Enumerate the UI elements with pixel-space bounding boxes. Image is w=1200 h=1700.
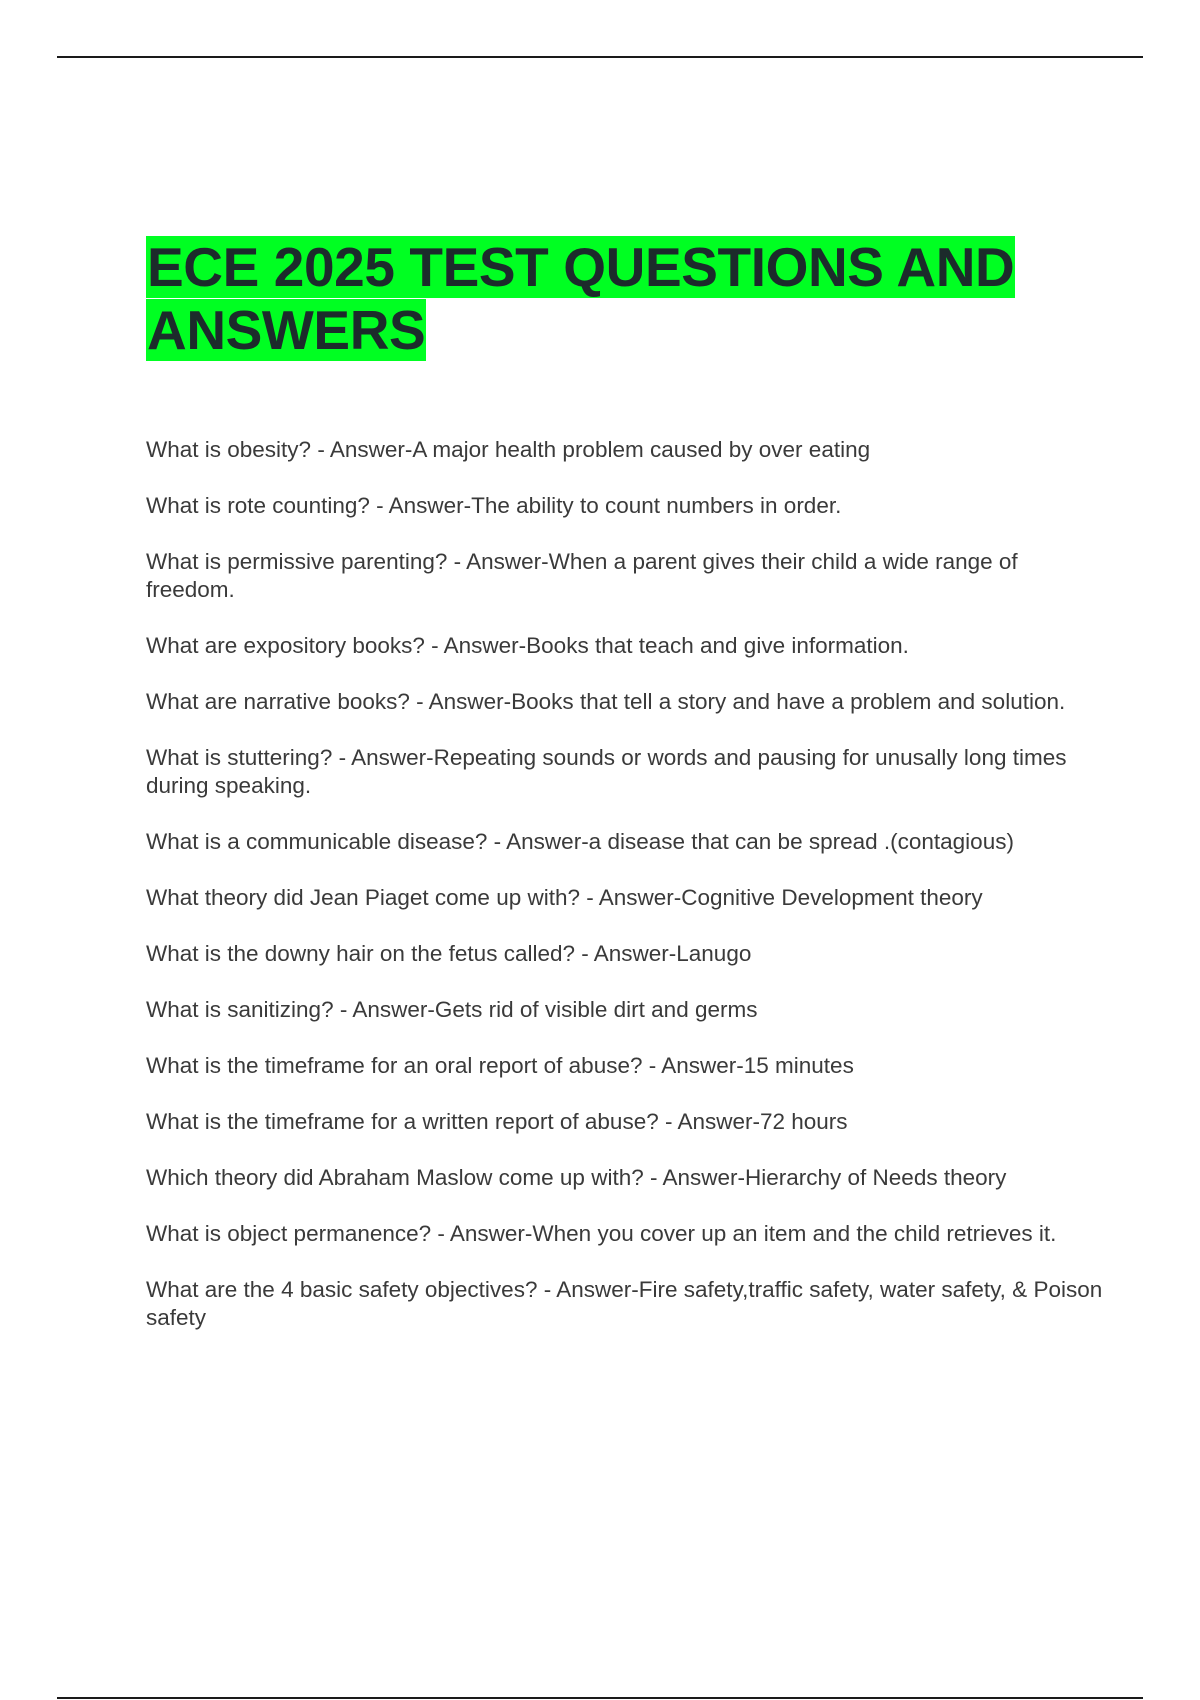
qa-item: What is permissive parenting? - Answer-When a parent gives their child a wide range of freedom. xyxy=(146,549,1018,602)
footer-rule xyxy=(57,1697,1143,1699)
qa-item: What is rote counting? - Answer-The ability to count numbers in order. xyxy=(146,493,842,518)
qa-item: What is object permanence? - Answer-When you cover up an item and the child retrieves it. xyxy=(146,1221,1057,1246)
qa-item: What are narrative books? - Answer-Books that tell a story and have a problem and solution. xyxy=(146,689,1066,714)
title-highlight: ECE 2025 TEST QUESTIONS AND ANSWERS xyxy=(147,236,1015,361)
document-body xyxy=(146,236,1106,1330)
document-title xyxy=(146,236,1106,362)
qa-item: What is the timeframe for an oral report of abuse? - Answer-15 minutes xyxy=(146,1053,854,1078)
qa-list xyxy=(146,436,1106,1360)
qa-item: What is the timeframe for a written report of abuse? - Answer-72 hours xyxy=(146,1109,848,1134)
qa-item: What is the downy hair on the fetus called? - Answer-Lanugo xyxy=(146,941,752,966)
qa-item: Which theory did Abraham Maslow come up with? - Answer-Hierarchy of Needs theory xyxy=(146,1165,1007,1190)
qa-item: What is a communicable disease? - Answer-a disease that can be spread .(contagious) xyxy=(146,829,1014,854)
qa-item: What are expository books? - Answer-Books that teach and give information. xyxy=(146,633,909,658)
qa-item: What is sanitizing? - Answer-Gets rid of visible dirt and germs xyxy=(146,997,758,1022)
qa-item: What is stuttering? - Answer-Repeating sounds or words and pausing for unusally long times during speaking. xyxy=(146,745,1067,798)
qa-item: What is obesity? - Answer-A major health problem caused by over eating xyxy=(146,437,871,462)
qa-item: What theory did Jean Piaget come up with? - Answer-Cognitive Development theory xyxy=(146,885,983,910)
qa-item: What are the 4 basic safety objectives? - Answer-Fire safety,traffic safety, water safety, & Poison safety xyxy=(146,1277,1103,1330)
header-rule xyxy=(57,56,1143,58)
